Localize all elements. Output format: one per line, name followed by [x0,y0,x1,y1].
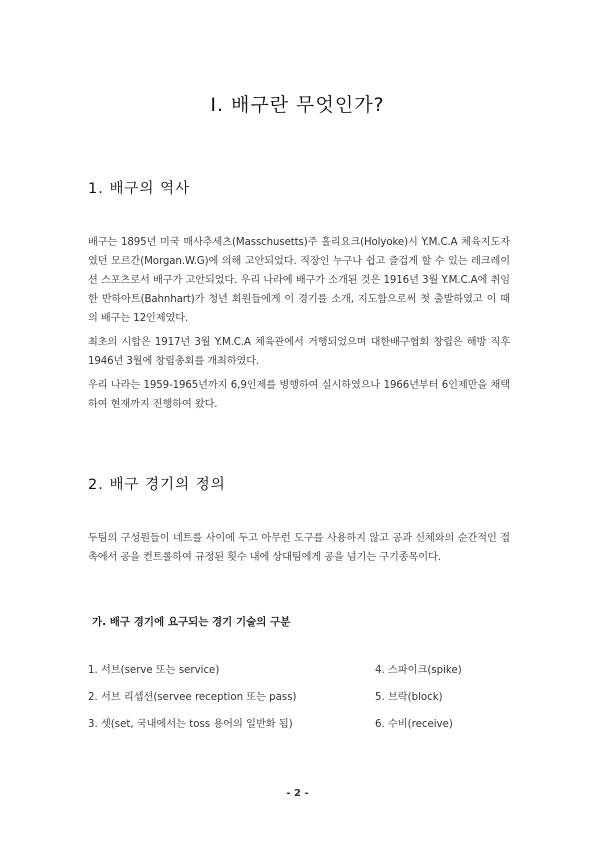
section-2-paragraph: 두팀의 구성원들이 네트를 사이에 두고 아무런 도구를 사용하지 않고 공과 신체와의 순간적인 접촉에서 공을 컨트롤하여 규정된 횟수 내에 상대팀에게 공을 넘기는 구기종목이다. [88,533,510,563]
section-1-paragraph-2: 최초의 시합은 1917년 3월 Y.M.C.A 체육관에서 거행되었으며 대한배구협회 창립은 해방 직후 1946년 3월에 창립총회를 개최하였다. [88,337,510,367]
skill-item-set: 3. 셋(set, 국내에서는 toss 용어의 일반화 됨) [88,719,293,730]
section-1-paragraph-3: 우리 나라는 1959-1965년까지 6,9인제를 병행하여 실시하였으나 1966년부터 6인제만을 채택하여 현재까지 진행하여 왔다. [88,380,510,410]
skill-item-receive: 6. 수비(receive) [375,719,453,730]
section-2-heading: 2. 배구 경기의 정의 [88,477,226,493]
section-1-paragraph-1: 배구는 1895년 미국 매사추세츠(Masschusetts)주 홀리요크(Holyoke)시 Y.M.C.A 체육지도자였던 모르간(Morgan.W.G)에 의해 고안되었다. 직장인 누구나 쉽고 즐겁게 할 수 있는 레크레이션 스포츠로서 배구가 고안되었다. 우리 나라에 배구가 소개된 것은 1916년 3월 Y.M.C.A에 취임한 반하아트(Bahnhart)가 청년 회원들에게 이 경기를 소개, 지도함으로써 첫 출발하였고 이 때의 배구는 12인제였다. [88,237,510,324]
skill-item-spike: 4. 스파이크(spike) [375,665,462,676]
skill-item-reception: 2. 서브 리셉션(servee reception 또는 pass) [88,692,297,703]
skills-subheading: 가. 배구 경기에 요구되는 경기 기술의 구분 [92,616,291,628]
skill-item-serve: 1. 서브(serve 또는 service) [88,665,220,676]
section-1-heading: 1. 배구의 역사 [88,181,191,197]
page-number: - 2 - [286,788,309,799]
skill-item-block: 5. 브락(block) [375,692,443,703]
page-title: Ⅰ. 배구란 무엇인가? [210,94,385,116]
